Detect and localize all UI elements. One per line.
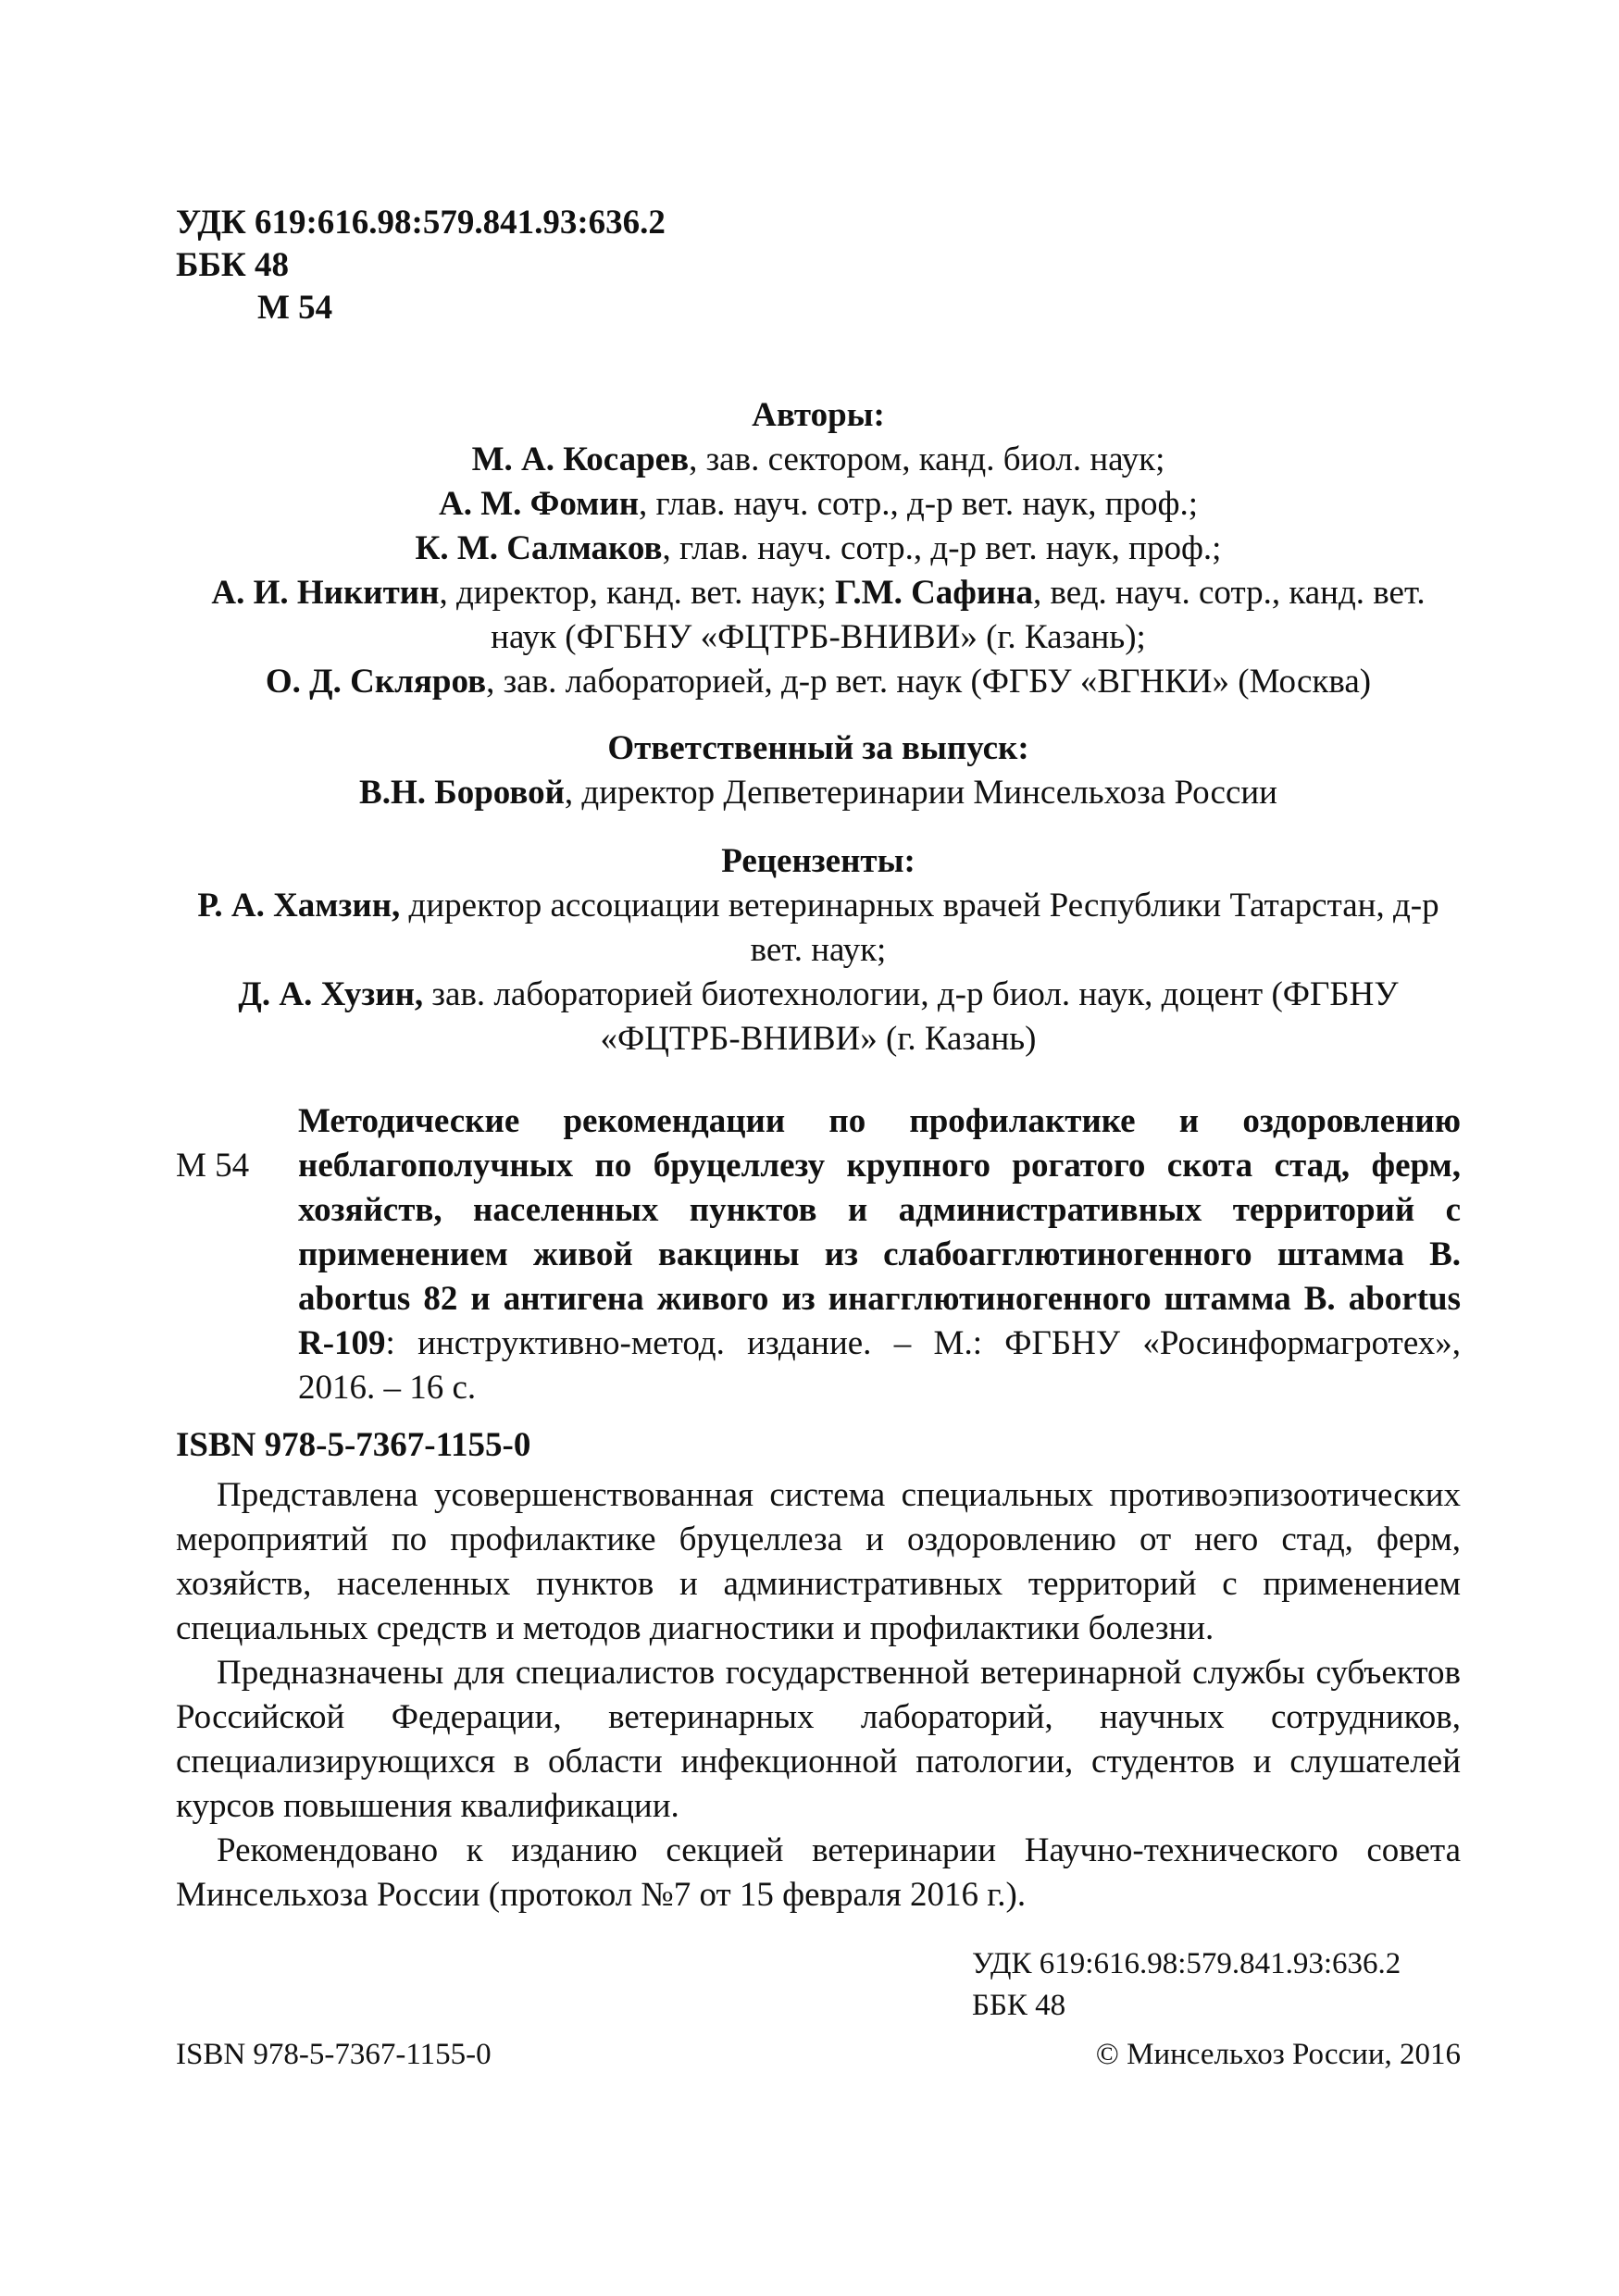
responsible-heading: Ответственный за выпуск:	[607, 729, 1029, 767]
authors-heading: Авторы:	[752, 396, 885, 434]
abstract-paragraph: Представлена усовершенствованная система специальных противоэпизоотических мероприятий по профилактике бруцеллеза и оздоровлению от него стад, ферм, хозяйств, населенных пунктов и административных территорий с применением специальных средств и методов диагностики и профилактики болезни.	[176, 1476, 1461, 1647]
reviewer-line	[176, 884, 1461, 973]
responsible-desc: , директор Депветеринарии Минсельхоза России	[564, 774, 1277, 812]
reviewer-name: Д. А. Хузин,	[238, 975, 424, 1013]
responsible-section	[176, 726, 1461, 815]
abstract-paragraph: Предназначены для специалистов государственной ветеринарной службы субъектов Российской Федерации, ветеринарных лабораторий, научных сотрудников, специализирующихся в области инфекционной патологии, студентов и слушателей курсов повышения квалификации.	[176, 1654, 1461, 1825]
author-desc: , зав. сектором, канд. биол. наук;	[689, 441, 1165, 478]
record-title-rest: : инструктивно-метод. издание. – М.: ФГБНУ «Росинформагротех», 2016. – 16 с.	[298, 1324, 1461, 1407]
footer-isbn: ISBN 978-5-7367-1155-0	[176, 2038, 492, 2071]
author-name: М. А. Косарев	[471, 441, 690, 478]
reviewers-section	[176, 839, 1461, 1061]
authors-section	[176, 393, 1461, 704]
author-desc: , вед. науч. сотр., канд. вет. наук (ФГБНУ «ФЦТРБ-ВНИВИ» (г. Казань);	[491, 574, 1426, 656]
author-line	[176, 438, 1461, 482]
copyright: © Минсельхоз России, 2016	[1095, 2038, 1461, 2071]
author-name: А. М. Фомин	[438, 485, 640, 523]
record-title-bold: Методические рекомендации по профилактике и оздоровлению неблагополучных по бруцеллезу крупного рогатого скота стад, ферм, хозяйств, населенных пунктов и административных территорий с применением живой вакцины из слабоагглютиногенного штамма B. abortus 82 и антигена живого из инагглютиногенного штамма B. abortus R-109	[298, 1102, 1461, 1362]
classification-block	[176, 202, 666, 329]
abstract	[176, 1473, 1461, 1917]
author-line	[176, 571, 1461, 660]
reviewer-desc: директор ассоциации ветеринарных врачей Республики Татарстан, д-р вет. наук;	[400, 887, 1439, 969]
author-line	[176, 527, 1461, 571]
author-desc: , глав. науч. сотр., д-р вет. наук, проф.;	[662, 529, 1222, 567]
author-desc: , глав. науч. сотр., д-р вет. наук, проф.;	[639, 485, 1199, 523]
author-name: Г.М. Сафина	[835, 574, 1034, 612]
record-author-mark: М 54	[176, 1147, 250, 1185]
responsible-line	[176, 771, 1461, 815]
reviewer-line	[176, 973, 1461, 1061]
isbn-bold: ISBN 978-5-7367-1155-0	[176, 1426, 531, 1464]
record-title	[298, 1099, 1461, 1410]
author-name: А. И. Никитин	[211, 574, 440, 612]
footer-classification	[972, 1943, 1401, 2027]
author-mark: М 54	[257, 289, 333, 327]
footer-udk: УДК 619:616.98:579.841.93:636.2	[972, 1947, 1401, 1980]
bibliographic-record	[176, 1099, 1461, 1410]
reviewer-desc: зав. лабораторией биотехнологии, д-р биол. наук, доцент (ФГБНУ «ФЦТРБ-ВНИВИ» (г. Казань)	[423, 975, 1399, 1058]
reviewer-name: Р. А. Хамзин,	[197, 887, 401, 925]
bbk-code: ББК 48	[176, 246, 290, 284]
author-desc: , зав. лабораторией, д-р вет. наук (ФГБУ «ВГНКИ» (Москва)	[486, 663, 1372, 701]
abstract-paragraph: Рекомендовано к изданию секцией ветеринарии Научно-технического совета Минсельхоза России (протокол №7 от 15 февраля 2016 г.).	[176, 1831, 1461, 1914]
responsible-name: В.Н. Боровой	[359, 774, 565, 812]
reviewers-heading: Рецензенты:	[721, 842, 915, 880]
author-line	[176, 482, 1461, 527]
author-name: О. Д. Скляров	[265, 663, 487, 701]
author-line	[176, 660, 1461, 704]
udk-code: УДК 619:616.98:579.841.93:636.2	[176, 204, 666, 242]
author-desc: , директор, канд. вет. наук;	[439, 574, 836, 612]
footer-bbk: ББК 48	[972, 1989, 1066, 2022]
author-name: К. М. Салмаков	[415, 529, 663, 567]
